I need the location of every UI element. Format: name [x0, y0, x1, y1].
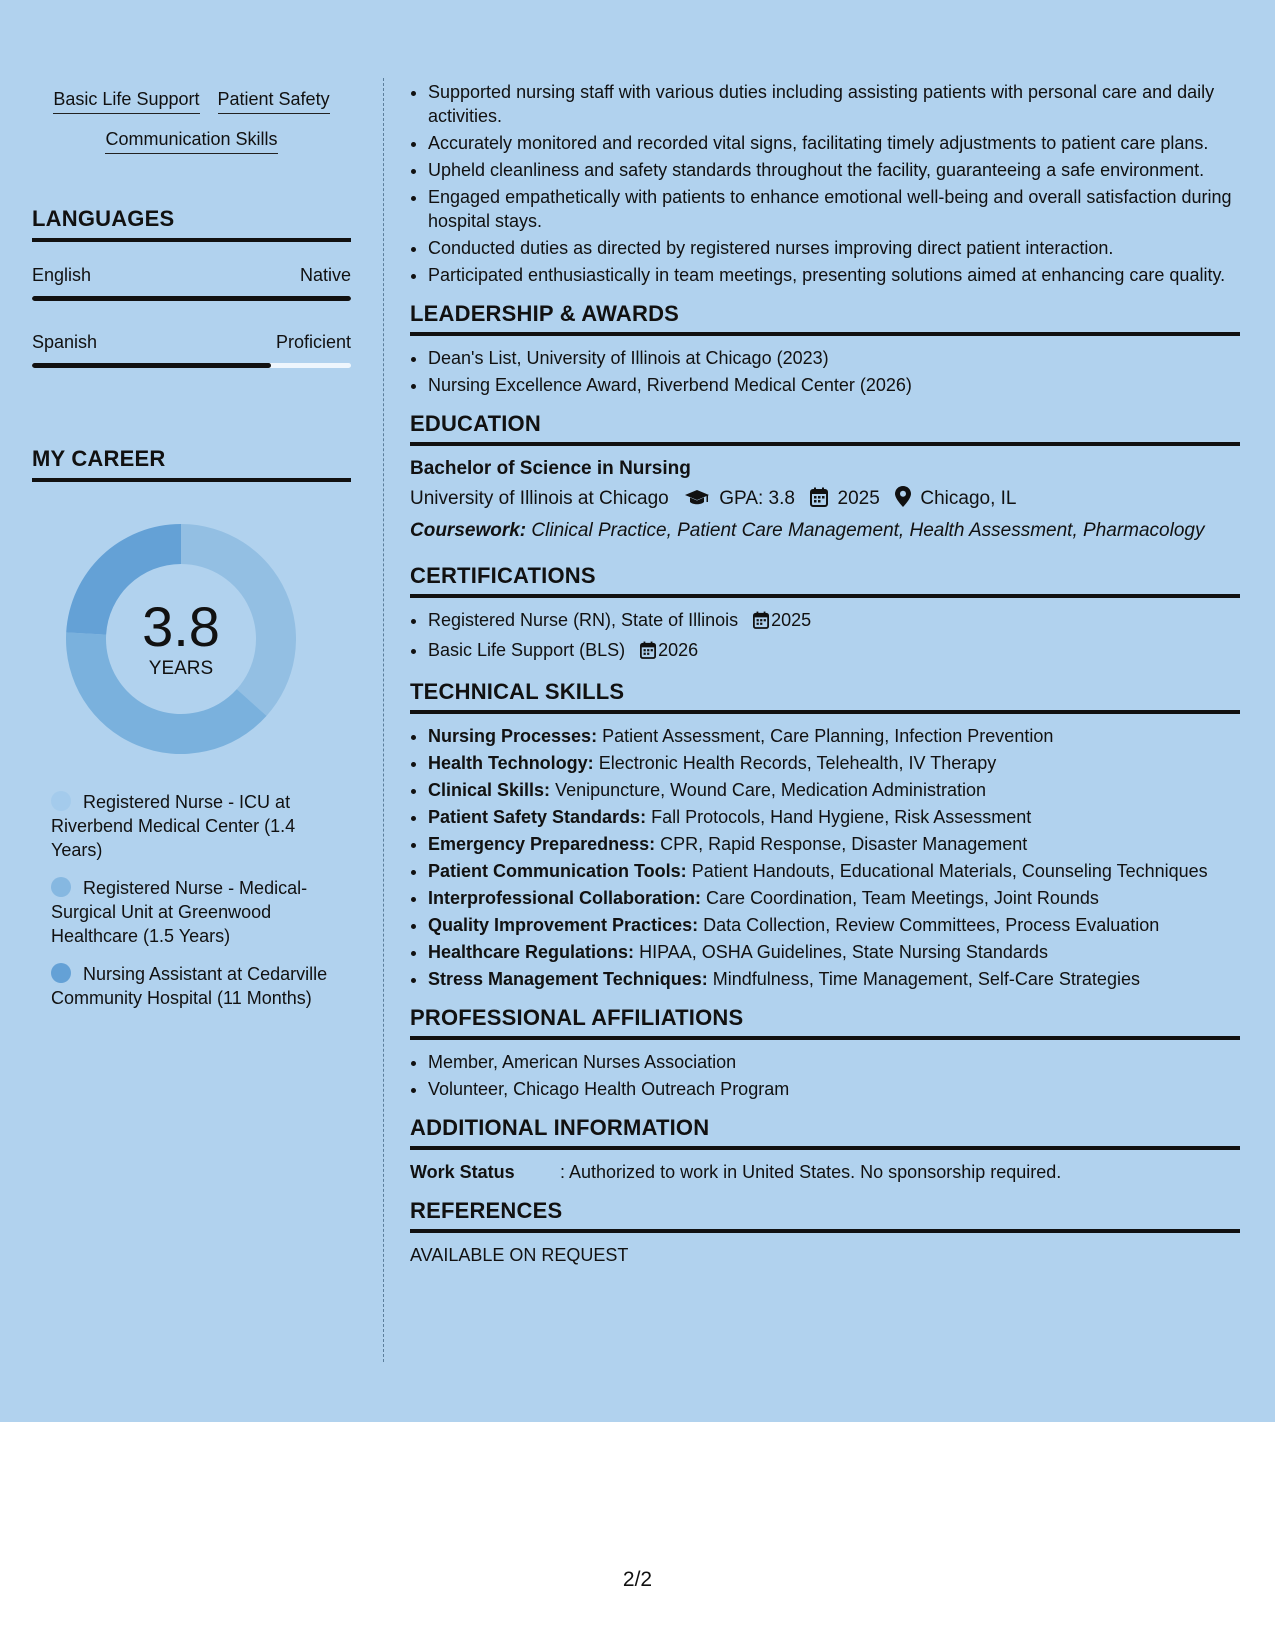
skill-value: Fall Protocols, Hand Hygiene, Risk Assessment — [651, 807, 1032, 827]
experience-bullet: • Conducted duties as directed by registered nurses improving direct patient interaction. — [428, 236, 1240, 260]
skill-item — [428, 724, 1240, 748]
career-section — [32, 446, 351, 1010]
experience-bullet: • Accurately monitored and recorded vital signs, facilitating timely adjustments to patient care plans. — [428, 131, 1240, 155]
graduation-year: 2025 — [837, 488, 880, 509]
skill-value: HIPAA, OSHA Guidelines, State Nursing Standards — [639, 942, 1048, 962]
leadership-section — [410, 301, 1240, 397]
leadership-heading: LEADERSHIP & AWARDS — [410, 301, 1240, 336]
skill-item — [428, 832, 1240, 856]
experience-bullets — [410, 80, 1240, 287]
skill-value: Patient Handouts, Educational Materials, Counseling Techniques — [691, 861, 1208, 881]
coursework-label: Coursework: — [410, 520, 527, 541]
skill-label: Clinical Skills: — [428, 780, 551, 800]
affiliations-list — [410, 1050, 1240, 1101]
experience-bullet: • Engaged empathetically with patients to enhance emotional well-being and overall satisfaction during hospital stays. — [428, 185, 1240, 233]
left-column — [32, 80, 351, 1024]
award-item: • Nursing Excellence Award, Riverbend Medical Center (2026) — [428, 373, 1240, 397]
skill-tag: Basic Life Support — [53, 88, 199, 114]
career-legend-text: Registered Nurse - ICU at Riverbend Medical Center (1.4 Years) — [51, 792, 296, 860]
graduation-cap-icon — [684, 488, 710, 516]
certifications-list — [410, 608, 1240, 665]
calendar-icon — [640, 641, 656, 665]
leadership-list — [410, 346, 1240, 397]
location-pin-icon — [895, 486, 911, 516]
language-name: English — [32, 265, 92, 285]
skill-label: Stress Management Techniques: — [428, 969, 708, 989]
school-location: Chicago, IL — [920, 488, 1017, 509]
languages-heading: LANGUAGES — [32, 206, 351, 242]
certification-year: 2025 — [771, 610, 812, 630]
career-legend-item — [51, 876, 336, 948]
skill-item — [428, 940, 1240, 964]
language-proficiency-bar — [32, 363, 351, 368]
skill-item — [428, 886, 1240, 910]
language-proficiency-bar — [32, 296, 351, 301]
skill-label: Interprofessional Collaboration: — [428, 888, 702, 908]
affiliation-item: • Member, American Nurses Association — [428, 1050, 1240, 1074]
career-total-unit: YEARS — [148, 658, 214, 679]
page-number: 2/2 — [622, 1568, 653, 1591]
career-legend — [51, 790, 336, 1010]
skill-item — [428, 967, 1240, 991]
skill-value: CPR, Rapid Response, Disaster Management — [660, 834, 1028, 854]
skill-tag: Communication Skills — [105, 128, 277, 154]
skill-label: Patient Safety Standards: — [428, 807, 647, 827]
calendar-icon — [810, 487, 828, 516]
skill-item — [428, 778, 1240, 802]
skill-item — [428, 805, 1240, 829]
legend-dot-icon — [51, 877, 71, 897]
skill-label: Nursing Processes: — [428, 726, 598, 746]
career-legend-item — [51, 790, 336, 862]
references-text: AVAILABLE ON REQUEST — [410, 1245, 629, 1265]
skill-item — [428, 859, 1240, 883]
certifications-heading: CERTIFICATIONS — [410, 563, 1240, 598]
skill-label: Patient Communication Tools: — [428, 861, 687, 881]
degree-title: Bachelor of Science in Nursing — [410, 458, 691, 479]
language-proficiency-fill — [32, 363, 271, 368]
skill-item — [428, 913, 1240, 937]
column-divider — [383, 78, 384, 1362]
skill-value: Data Collection, Review Committees, Process Evaluation — [703, 915, 1160, 935]
affiliation-item: • Volunteer, Chicago Health Outreach Program — [428, 1077, 1240, 1101]
certification-name: Registered Nurse (RN), State of Illinois — [428, 610, 739, 630]
languages-section — [32, 206, 351, 368]
skill-value: Patient Assessment, Care Planning, Infection Prevention — [602, 726, 1054, 746]
school-name: University of Illinois at Chicago — [410, 488, 669, 509]
work-status-label: Work Status — [410, 1162, 515, 1182]
references-heading: REFERENCES — [410, 1198, 1240, 1233]
certification-year: 2026 — [658, 640, 699, 660]
certification-item — [428, 608, 1240, 635]
references-section — [410, 1198, 1240, 1267]
skill-tags — [32, 80, 351, 154]
language-item — [32, 264, 351, 301]
legend-dot-icon — [51, 963, 71, 983]
language-name: Spanish — [32, 332, 98, 352]
language-item — [32, 331, 351, 368]
education-section — [410, 411, 1240, 543]
career-legend-item — [51, 962, 336, 1010]
legend-dot-icon — [51, 791, 71, 811]
coursework-list: Clinical Practice, Patient Care Management, Health Assessment, Pharmacology — [531, 520, 1205, 541]
education-meta — [410, 485, 1240, 516]
technical-skills-list — [410, 724, 1240, 991]
skill-value: Care Coordination, Team Meetings, Joint Rounds — [706, 888, 1099, 908]
certification-name: Basic Life Support (BLS) — [428, 640, 626, 660]
career-donut-chart — [66, 524, 296, 754]
certifications-section — [410, 563, 1240, 665]
language-level: Proficient — [275, 332, 351, 352]
gpa: GPA: 3.8 — [719, 488, 795, 509]
right-column — [410, 80, 1240, 1267]
education-heading: EDUCATION — [410, 411, 1240, 446]
skill-label: Healthcare Regulations: — [428, 942, 635, 962]
affiliations-heading: PROFESSIONAL AFFILIATIONS — [410, 1005, 1240, 1040]
coursework — [410, 519, 1240, 543]
technical-skills-section — [410, 679, 1240, 991]
certification-item — [428, 638, 1240, 665]
additional-info-section — [410, 1115, 1240, 1184]
language-level: Native — [299, 265, 351, 285]
experience-bullet: • Upheld cleanliness and safety standards throughout the facility, guaranteeing a safe environment. — [428, 158, 1240, 182]
experience-bullet: • Supported nursing staff with various duties including assisting patients with personal care and daily activities. — [428, 80, 1240, 128]
skill-tag: Patient Safety — [218, 88, 330, 114]
technical-skills-heading: TECHNICAL SKILLS — [410, 679, 1240, 714]
skill-value: Venipuncture, Wound Care, Medication Administration — [555, 780, 986, 800]
language-proficiency-fill — [32, 296, 351, 301]
affiliations-section — [410, 1005, 1240, 1101]
donut-center — [66, 524, 296, 754]
experience-bullet: • Participated enthusiastically in team meetings, presenting solutions aimed at enhancing care quality. — [428, 263, 1240, 287]
career-legend-text: Registered Nurse - Medical-Surgical Unit at Greenwood Healthcare (1.5 Years) — [51, 878, 308, 946]
career-total-value: 3.8 — [142, 595, 220, 658]
skill-label: Quality Improvement Practices: — [428, 915, 699, 935]
skill-item — [428, 751, 1240, 775]
skill-label: Health Technology: — [428, 753, 594, 773]
skill-value: Electronic Health Records, Telehealth, IV Therapy — [598, 753, 997, 773]
work-status-row — [410, 1160, 1240, 1184]
additional-info-heading: ADDITIONAL INFORMATION — [410, 1115, 1240, 1150]
career-legend-text: Nursing Assistant at Cedarville Community Hospital (11 Months) — [51, 964, 328, 1008]
calendar-icon — [753, 611, 769, 635]
award-item: • Dean's List, University of Illinois at Chicago (2023) — [428, 346, 1240, 370]
skill-value: Mindfulness, Time Management, Self-Care Strategies — [712, 969, 1140, 989]
skill-label: Emergency Preparedness: — [428, 834, 656, 854]
work-status-value: : Authorized to work in United States. No sponsorship required. — [560, 1162, 1062, 1182]
career-heading: MY CAREER — [32, 446, 351, 482]
